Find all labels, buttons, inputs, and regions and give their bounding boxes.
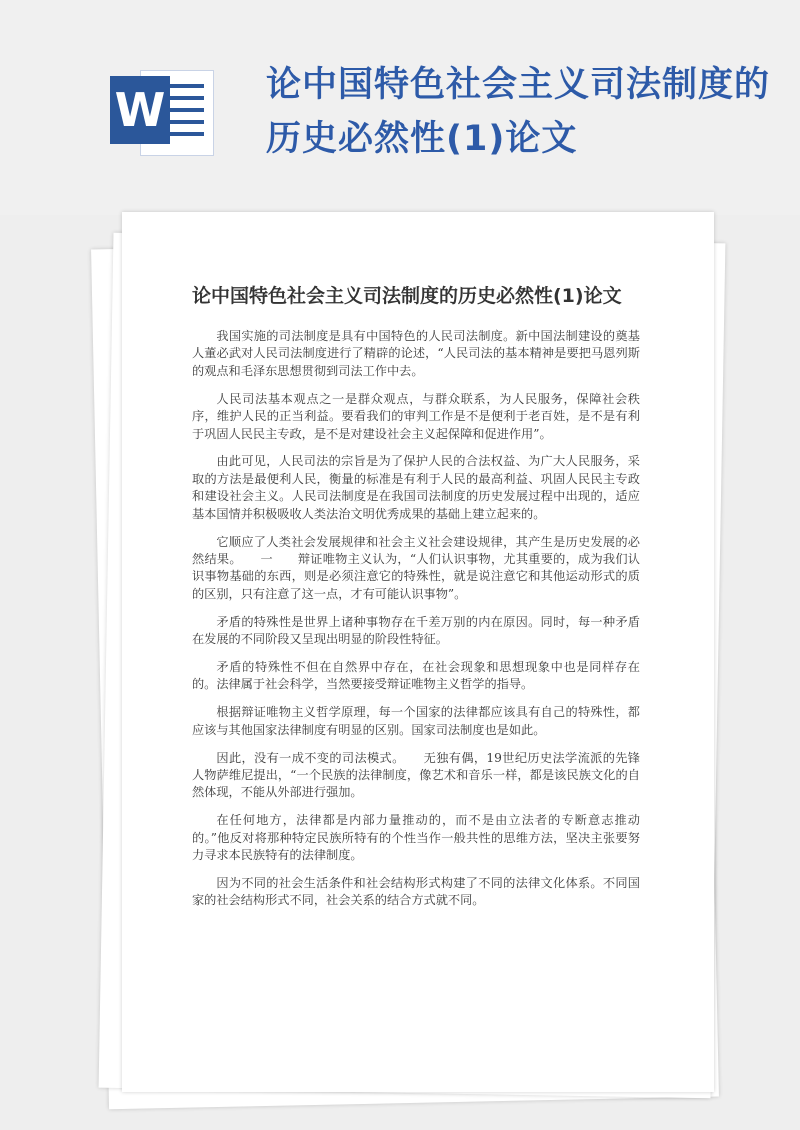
paragraph: 由此可见，人民司法的宗旨是为了保护人民的合法权益、为广大人民服务，采取的方法是最便利人民，衡量的标准是有利于人民的最高利益、巩固人民民主专政和建设社会主义。人民司法制度是在我国司法制度的历史发展过程中出现的，适应基本国情并积极吸收人类法治文明优秀成果的基础上建立起来的。 bbox=[192, 454, 640, 521]
header-banner bbox=[0, 0, 800, 215]
paragraph: 矛盾的特殊性不但在自然界中存在，在社会现象和思想现象中也是同样存在的。法律属于社会科学，当然要接受辩证唯物主义哲学的指导。 bbox=[192, 660, 640, 692]
paragraph: 人民司法基本观点之一是群众观点，与群众联系，为人民服务，保障社会秩序，维护人民的正当利益。要看我们的审判工作是不是便利于老百姓，是不是有利于巩固人民民主专政，是不是对建设社会主义起保障和促进作用”。 bbox=[192, 391, 640, 441]
paragraph: 因此，没有一成不变的司法模式。 无独有偶，19世纪历史法学流派的先锋人物萨维尼提出，“一个民族的法律制度，像艺术和音乐一样，都是该民族文化的自然体现，不能从外部进行强加。 bbox=[192, 750, 640, 800]
paragraph: 它顺应了人类社会发展规律和社会主义社会建设规律，其产生是历史发展的必然结果。 一 辩证唯物主义认为，“人们认识事物，尤其重要的，成为我们认识事物基础的东西，则是必须注意它的特殊性，就是说注意它和其他运动形式的质的区别，只有注意了这一点，才有可能认识事物”。 bbox=[192, 534, 640, 601]
word-badge: W bbox=[110, 76, 170, 144]
page-title: 论中国特色社会主义司法制度的历史必然性(1)论文 bbox=[266, 65, 771, 159]
paragraph: 在任何地方，法律都是内部力量推动的，而不是由立法者的专断意志推动的。”他反对将那种特定民族所特有的个性当作一般共性的思维方法，坚决主张要努力寻求本民族特有的法律制度。 bbox=[192, 813, 640, 863]
paragraph: 因为不同的社会生活条件和社会结构形式构建了不同的法律文化体系。不同国家的社会结构形式不同，社会关系的结合方式就不同。 bbox=[192, 876, 640, 908]
document-title: 论中国特色社会主义司法制度的历史必然性(1)论文 bbox=[192, 285, 622, 307]
paragraph: 根据辩证唯物主义哲学原理，每一个国家的法律都应该具有自己的特殊性，都应该与其他国家法律制度有明显的区别。国家司法制度也是如此。 bbox=[192, 705, 640, 737]
paragraph: 矛盾的特殊性是世界上诸种事物存在千差万别的内在原因。同时，每一种矛盾在发展的不同阶段又呈现出明显的阶段性特征。 bbox=[192, 614, 640, 647]
word-document-icon bbox=[110, 62, 218, 158]
document-body bbox=[192, 328, 640, 920]
paragraph: 我国实施的司法制度是具有中国特色的人民司法制度。新中国法制建设的奠基人董必武对人民司法制度进行了精辟的论述，“人民司法的基本精神是要把马恩列斯的观点和毛泽东思想贯彻到司法工作中去。 bbox=[192, 329, 640, 378]
